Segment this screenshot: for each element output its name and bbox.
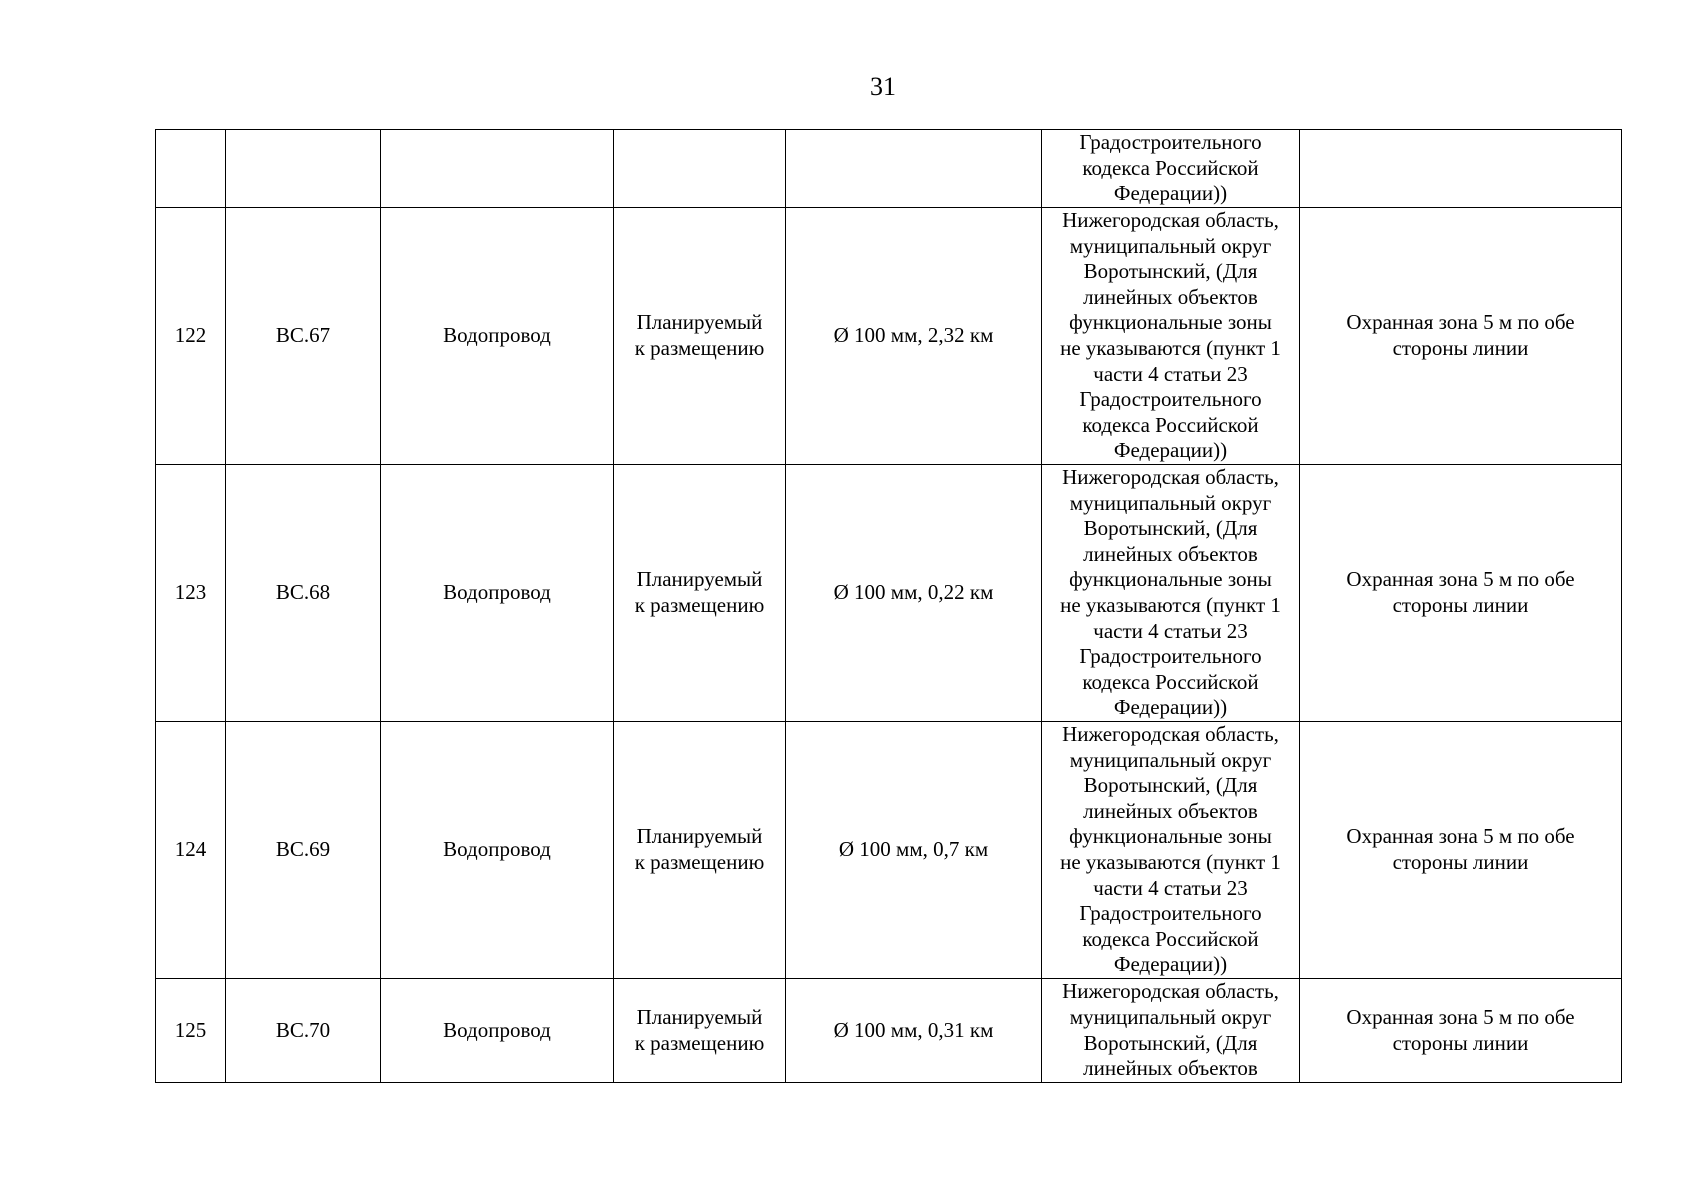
- cell-number: [156, 130, 226, 208]
- cell-number: 122: [156, 208, 226, 465]
- cell-characteristics: Ø 100 мм, 0,7 км: [786, 722, 1042, 979]
- table-row: [156, 208, 1622, 465]
- cell-location: Нижегородская область, муниципальный округ Воротынский, (Для линейных объектов: [1042, 979, 1300, 1083]
- cell-zone: Охранная зона 5 м по обе стороны линии: [1300, 208, 1622, 465]
- cell-name: Водопровод: [381, 722, 614, 979]
- cell-characteristics: Ø 100 мм, 0,31 км: [786, 979, 1042, 1083]
- cell-status: Планируемый к размещению: [614, 465, 786, 722]
- cell-status: Планируемый к размещению: [614, 979, 786, 1083]
- cell-location: Градостроительного кодекса Российской Федерации)): [1042, 130, 1300, 208]
- cell-location: Нижегородская область, муниципальный округ Воротынский, (Для линейных объектов функциональные зоны не указываются (пункт 1 части 4 статьи 23 Градостроительного кодекса Российской Федерации)): [1042, 722, 1300, 979]
- page-number: 31: [870, 72, 896, 101]
- cell-code: ВС.70: [226, 979, 381, 1083]
- cell-characteristics: Ø 100 мм, 0,22 км: [786, 465, 1042, 722]
- table-row: [156, 465, 1622, 722]
- cell-code: ВС.68: [226, 465, 381, 722]
- cell-zone: Охранная зона 5 м по обе стороны линии: [1300, 722, 1622, 979]
- cell-number: 123: [156, 465, 226, 722]
- cell-name: Водопровод: [381, 979, 614, 1083]
- table-row: [156, 722, 1622, 979]
- cell-code: ВС.67: [226, 208, 381, 465]
- cell-zone: Охранная зона 5 м по обе стороны линии: [1300, 979, 1622, 1083]
- cell-name: Водопровод: [381, 465, 614, 722]
- cell-status: Планируемый к размещению: [614, 722, 786, 979]
- cell-characteristics: [786, 130, 1042, 208]
- cell-code: [226, 130, 381, 208]
- cell-status: Планируемый к размещению: [614, 208, 786, 465]
- cell-status: [614, 130, 786, 208]
- cell-zone: Охранная зона 5 м по обе стороны линии: [1300, 465, 1622, 722]
- cell-number: 124: [156, 722, 226, 979]
- table-row-continuation: [156, 130, 1622, 208]
- cell-characteristics: Ø 100 мм, 2,32 км: [786, 208, 1042, 465]
- cell-code: ВС.69: [226, 722, 381, 979]
- cell-zone: [1300, 130, 1622, 208]
- cell-location: Нижегородская область, муниципальный округ Воротынский, (Для линейных объектов функциональные зоны не указываются (пункт 1 части 4 статьи 23 Градостроительного кодекса Российской Федерации)): [1042, 465, 1300, 722]
- objects-table: [155, 129, 1622, 1083]
- cell-name: [381, 130, 614, 208]
- table-row: [156, 979, 1622, 1083]
- cell-name: Водопровод: [381, 208, 614, 465]
- cell-number: 125: [156, 979, 226, 1083]
- cell-location: Нижегородская область, муниципальный округ Воротынский, (Для линейных объектов функциональные зоны не указываются (пункт 1 части 4 статьи 23 Градостроительного кодекса Российской Федерации)): [1042, 208, 1300, 465]
